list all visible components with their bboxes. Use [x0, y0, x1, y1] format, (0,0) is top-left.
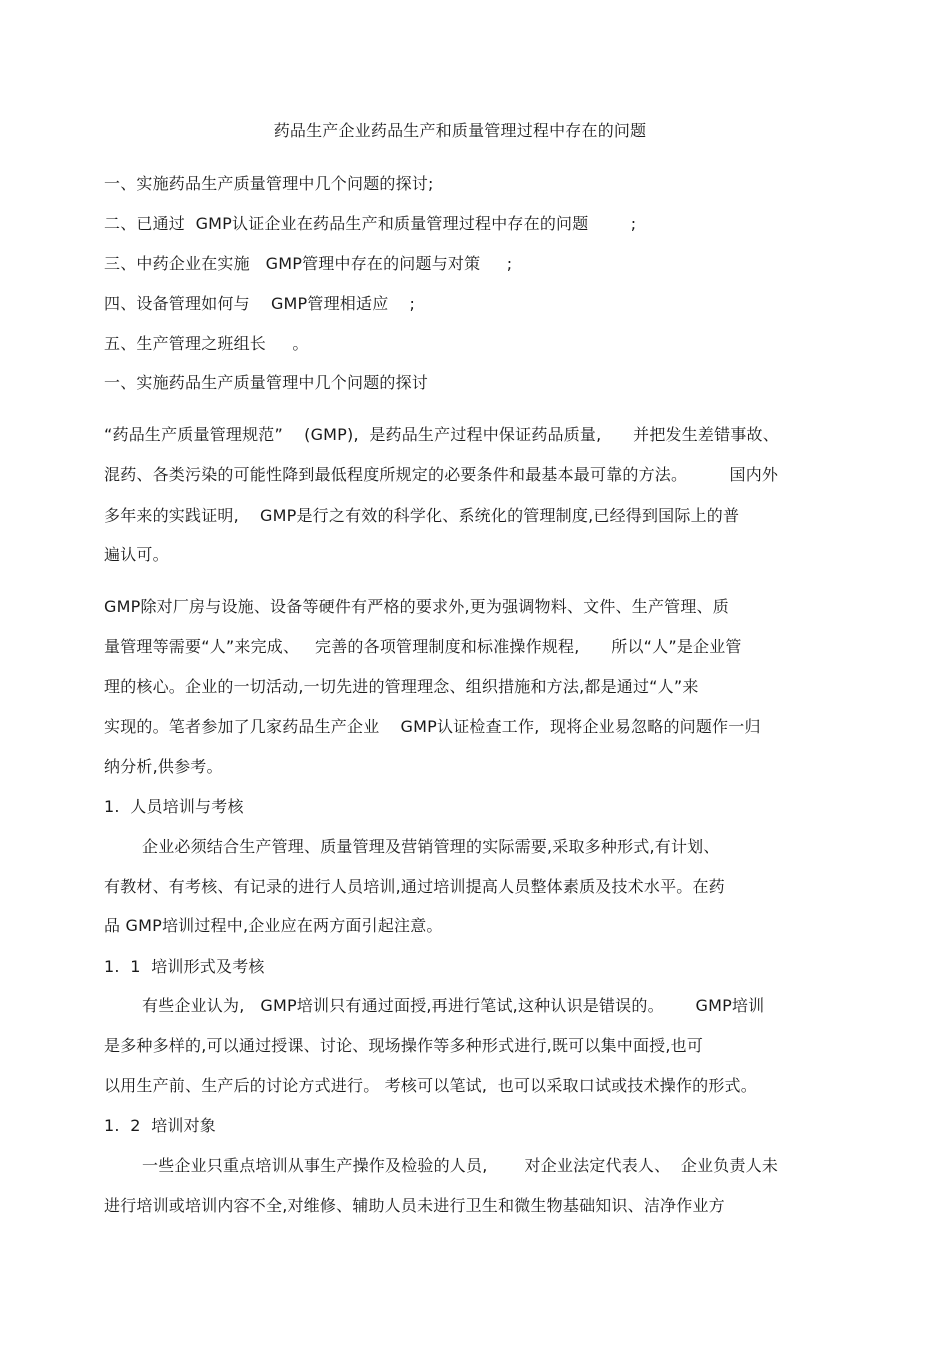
paragraph-line: 品 GMP培训过程中,企业应在两方面引起注意。: [104, 916, 443, 935]
subheading: 1. 2 培训对象: [104, 1116, 216, 1135]
section-heading: 一、实施药品生产质量管理中几个问题的探讨: [104, 373, 429, 392]
toc-item-2: 二、已通过 GMP认证企业在药品生产和质量管理过程中存在的问题 ;: [104, 214, 637, 233]
paragraph-line: 混药、各类污染的可能性降到最低程度所规定的必要条件和最基本最可靠的方法。 国内外: [104, 465, 779, 484]
paragraph-line: 纳分析,供参考。: [104, 757, 223, 776]
paragraph-line: 遍认可。: [104, 545, 169, 564]
toc-item-3: 三、中药企业在实施 GMP管理中存在的问题与对策 ;: [104, 254, 513, 273]
paragraph-line: 有教材、有考核、有记录的进行人员培训,通过培训提高人员整体素质及技术水平。在药: [104, 877, 725, 896]
document-title: 药品生产企业药品生产和质量管理过程中存在的问题: [273, 121, 647, 140]
paragraph-line: 理的核心。企业的一切活动,一切先进的管理理念、组织措施和方法,都是通过“人”来: [104, 677, 699, 696]
paragraph-line: 量管理等需要“人”来完成、 完善的各项管理制度和标准操作规程, 所以“人”是企业管: [104, 637, 742, 656]
paragraph-line: 有些企业认为, GMP培训只有通过面授,再进行笔试,这种认识是错误的。 GMP培训: [142, 996, 765, 1015]
toc-item-5: 五、生产管理之班组长 。: [104, 334, 309, 353]
paragraph-line: 实现的。笔者参加了几家药品生产企业 GMP认证检查工作, 现将企业易忽略的问题作一归: [104, 717, 761, 736]
paragraph-line: GMP除对厂房与设施、设备等硬件有严格的要求外,更为强调物料、文件、生产管理、质: [104, 597, 729, 616]
paragraph-line: 多年来的实践证明, GMP是行之有效的科学化、系统化的管理制度,已经得到国际上的普: [104, 506, 740, 525]
paragraph-line: 企业必须结合生产管理、质量管理及营销管理的实际需要,采取多种形式,有计划、: [142, 837, 720, 856]
paragraph-line: 进行培训或培训内容不全,对维修、辅助人员未进行卫生和微生物基础知识、洁净作业方: [104, 1196, 725, 1215]
subheading: 1. 1 培训形式及考核: [104, 957, 265, 976]
paragraph-line: 以用生产前、生产后的讨论方式进行。 考核可以笔试, 也可以采取口试或技术操作的形式。: [104, 1076, 757, 1095]
toc-item-1: 一、实施药品生产质量管理中几个问题的探讨;: [104, 174, 434, 193]
paragraph-line: 一些企业只重点培训从事生产操作及检验的人员, 对企业法定代表人、 企业负责人未: [142, 1156, 779, 1175]
paragraph-line: “药品生产质量管理规范” (GMP), 是药品生产过程中保证药品质量, 并把发生差错事故、: [104, 425, 779, 444]
toc-item-4: 四、设备管理如何与 GMP管理相适应 ;: [104, 294, 416, 313]
subheading: 1. 人员培训与考核: [104, 797, 244, 816]
paragraph-line: 是多种多样的,可以通过授课、讨论、现场操作等多种形式进行,既可以集中面授,也可: [104, 1036, 704, 1055]
